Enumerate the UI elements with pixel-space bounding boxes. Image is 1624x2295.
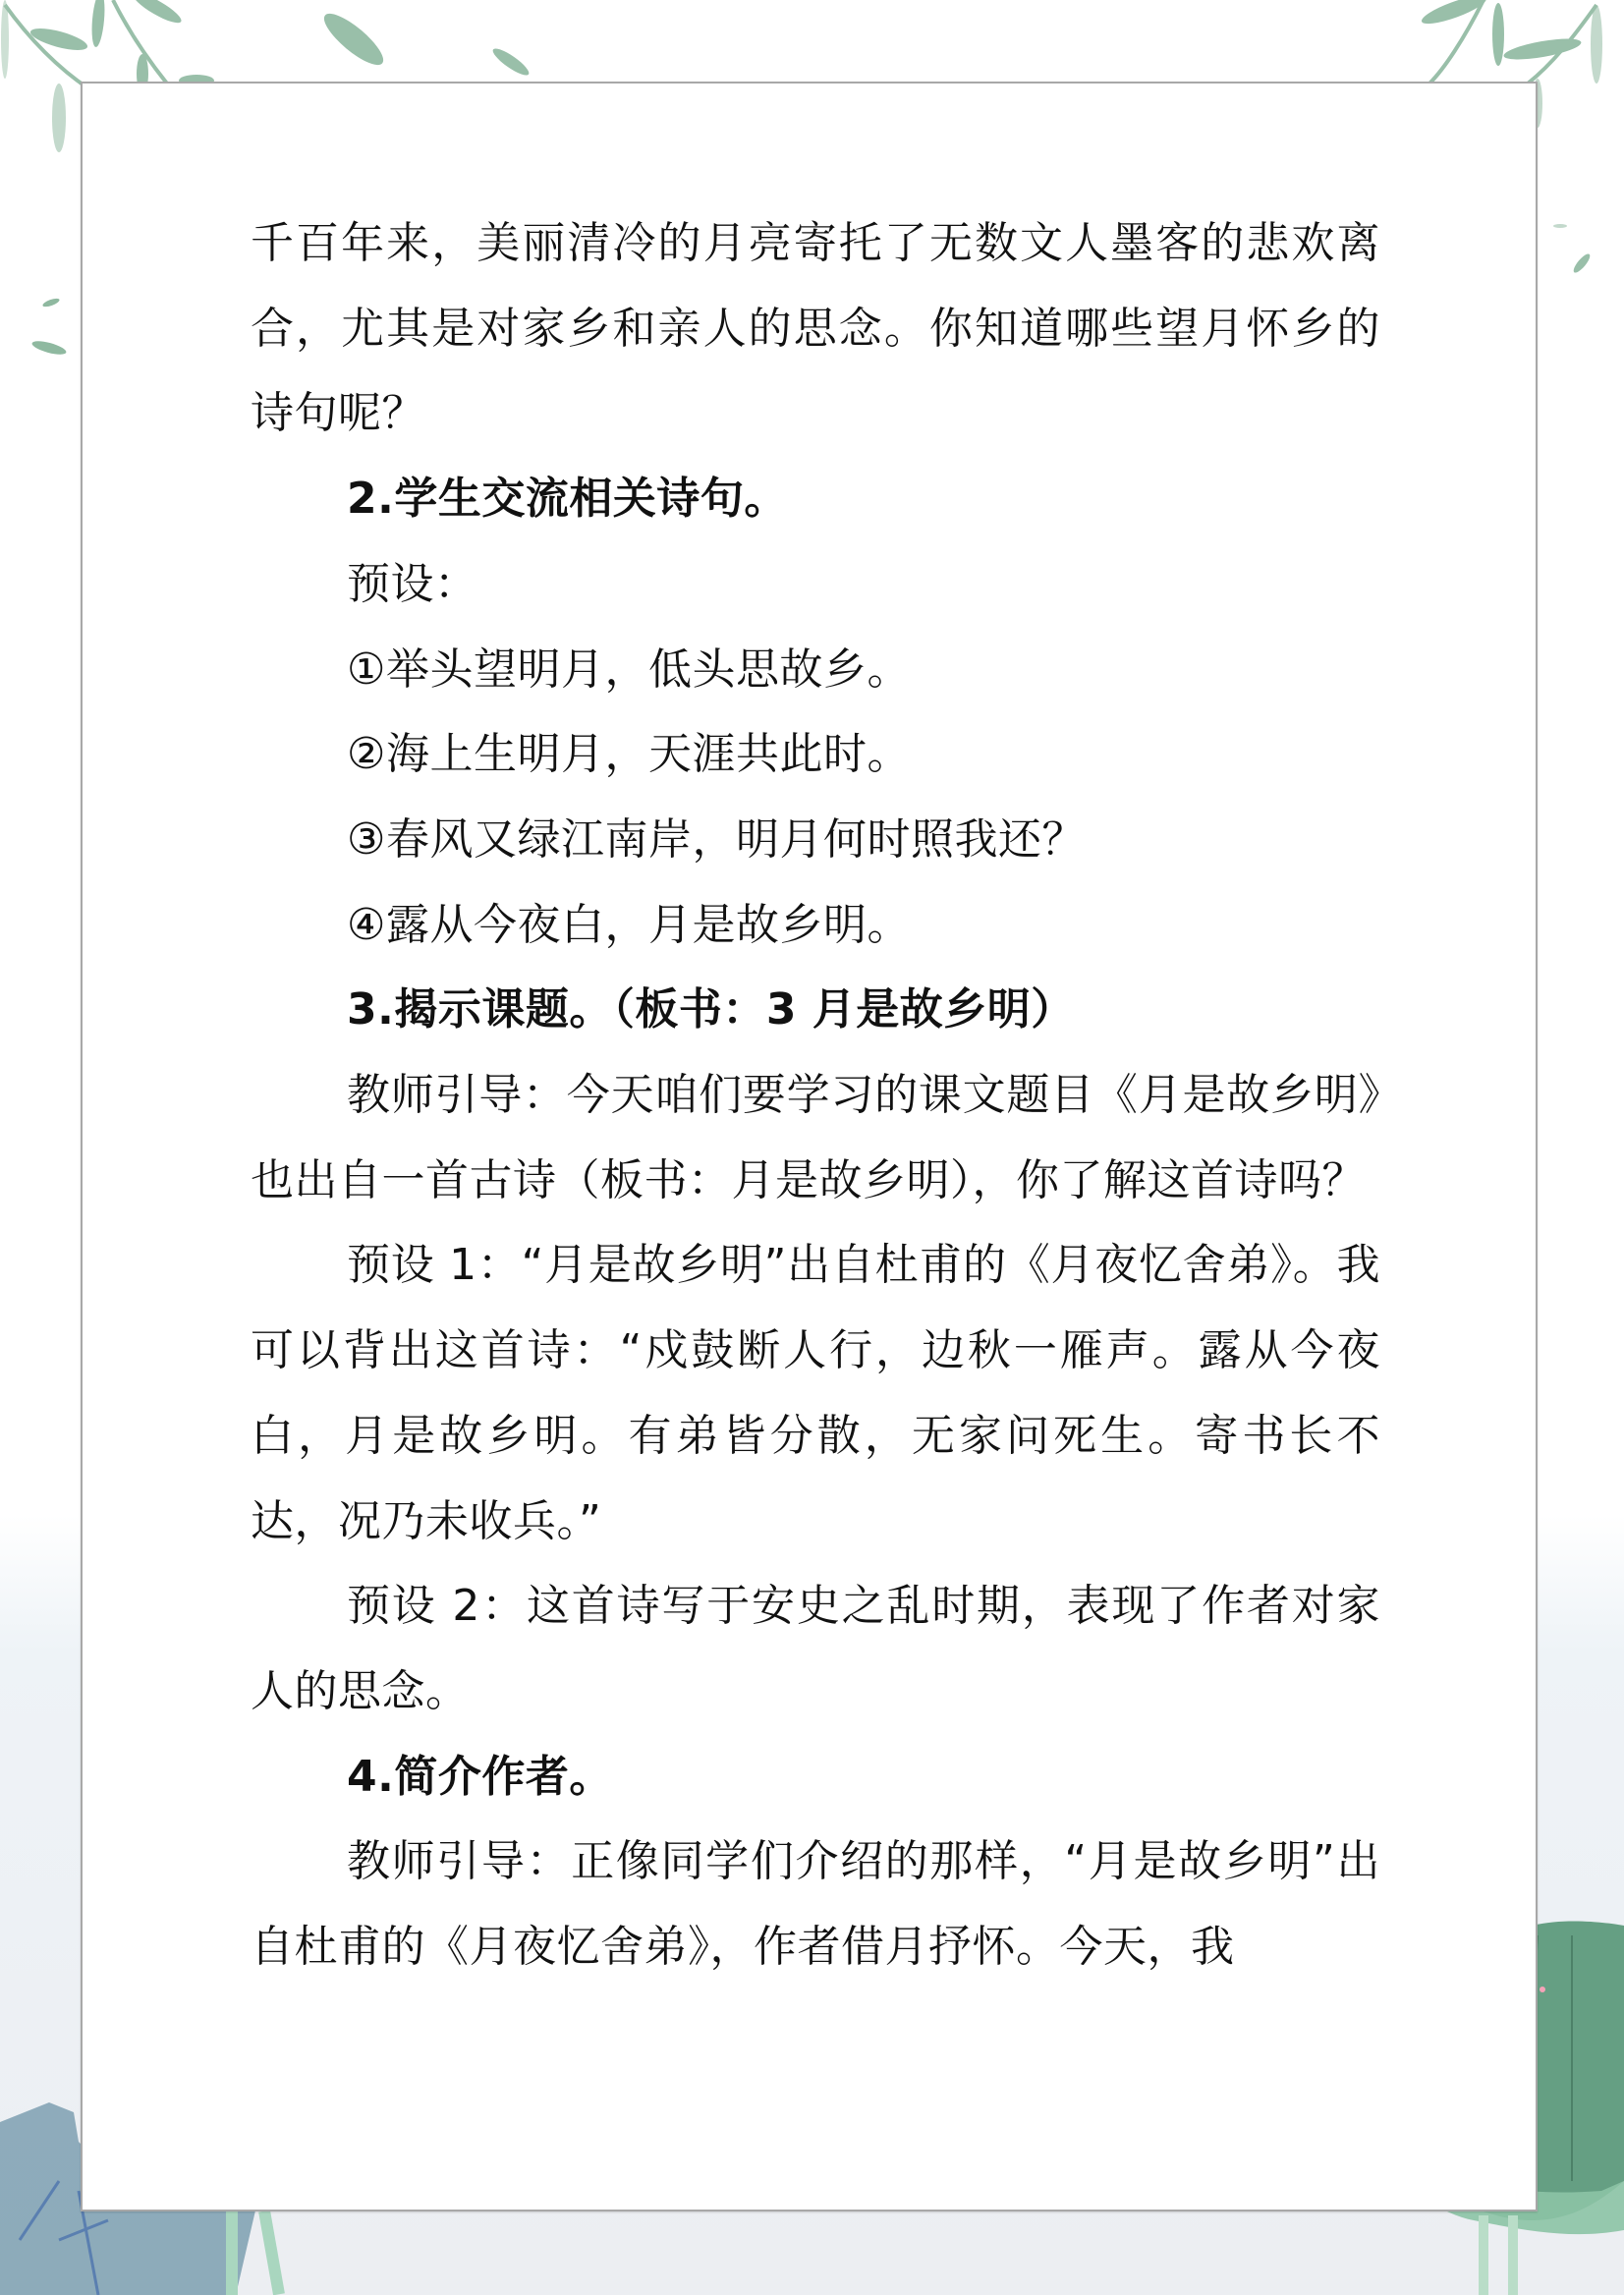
poem-line-2: ②海上生明月，天涯共此时。 — [347, 729, 911, 780]
intro-paragraph: 千百年来，美丽清冷的月亮寄托了无数文人墨客的悲欢离合，尤其是对家乡和亲人的思念。你知道哪些望月怀乡的诗句呢？ — [251, 218, 1380, 439]
section-heading-2: 2.学生交流相关诗句。 — [347, 474, 788, 525]
teacher-guide-paragraph-1: 教师引导：今天咱们要学习的课文题目《月是故乡明》也出自一首古诗（板书：月是故乡明），你了解这首诗吗？ — [251, 1070, 1380, 1205]
preset-1-paragraph: 预设 1：“月是故乡明”出自杜甫的《月夜忆舍弟》。我可以背出这首诗：“戍鼓断人行，边秋一雁声。露从今夜白，月是故乡明。有弟皆分散，无家问死生。寄书长不达，况乃未收兵。” — [251, 1240, 1380, 1546]
poem-line-1: ①举头望明月，低头思故乡。 — [347, 644, 911, 695]
document-page — [81, 82, 1538, 2211]
preset-label: 预设： — [347, 558, 478, 609]
preset-2-paragraph: 预设 2：这首诗写于安史之乱时期，表现了作者对家人的思念。 — [251, 1581, 1380, 1716]
poem-line-4: ④露从今夜白，月是故乡明。 — [347, 899, 911, 950]
poem-line-3: ③春风又绿江南岸，明月何时照我还？ — [347, 813, 1086, 865]
document-body — [251, 201, 1380, 1990]
teacher-guide-paragraph-2: 教师引导：正像同学们介绍的那样，“月是故乡明”出自杜甫的《月夜忆舍弟》，作者借月抒怀。今天，我 — [251, 1836, 1380, 1973]
section-heading-3: 3.揭示课题。（板书：3 月是故乡明） — [347, 984, 1075, 1036]
section-heading-4: 4.简介作者。 — [347, 1751, 613, 1802]
falling-leaf-left-icon — [29, 295, 79, 364]
